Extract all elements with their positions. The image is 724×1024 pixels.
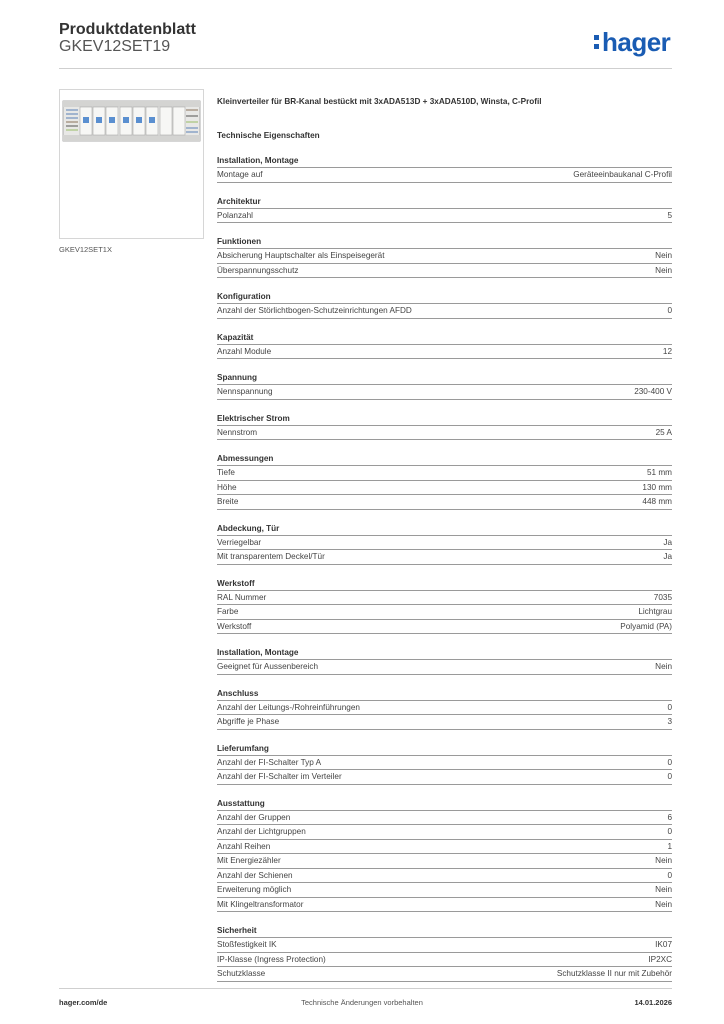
property-row [217,966,672,981]
property-row [217,344,672,359]
property-label: Werkstoff [217,621,252,631]
property-row [217,465,672,480]
group-title: Abmessungen [217,454,274,463]
property-row [217,604,672,619]
property-label: Geeignet für Aussenbereich [217,662,319,671]
logo-dots-icon [594,35,599,49]
property-group [217,196,672,224]
property-label: IP-Klasse (Ingress Protection) [217,954,326,964]
property-row [217,425,672,440]
image-caption: GKEV12SET1X [59,245,112,254]
product-code: GKEV12SET19 [59,38,171,55]
property-label: Nennspannung [217,387,273,396]
property-value: Ja [663,537,672,547]
section-title: Technische Eigenschaften [217,131,320,140]
property-value: Nein [655,885,672,894]
group-title: Abdeckung, Tür [217,523,280,533]
group-title: Sicherheit [217,926,257,935]
property-group [217,413,672,441]
property-value: 0 [667,827,672,836]
property-value: 0 [667,870,672,880]
property-row [217,755,672,770]
property-label: Farbe [217,607,239,616]
property-row [217,868,672,883]
logo-text: hager [602,27,671,57]
property-value: 12 [662,346,672,356]
property-label: Polanzahl [217,210,253,220]
property-label: Überspannungsschutz [217,265,299,275]
document-title: Produktdatenblatt [59,21,196,38]
property-label: Anzahl der Lichtgruppen [217,827,306,836]
property-label: Anzahl der FI-Schalter im Verteiler [217,772,342,781]
property-label: Montage auf [217,170,263,179]
property-table [217,303,672,319]
property-value: 0 [667,702,672,712]
property-table [217,384,672,400]
group-title: Anschluss [217,688,259,698]
property-row [217,882,672,897]
property-value: Geräteeinbaukanal C-Profil [573,170,672,179]
property-label: RAL Nummer [217,592,267,602]
property-label: Anzahl Reihen [217,841,271,851]
property-table [217,208,672,224]
property-row [217,769,672,784]
property-row [217,937,672,952]
property-label: Abgriffe je Phase [217,717,280,726]
group-title: Konfiguration [217,292,271,301]
property-label: Breite [217,497,239,506]
property-table [217,700,672,730]
distribution-board-illustration [60,90,203,238]
property-value: 448 mm [642,497,672,506]
property-value: 5 [667,210,672,220]
property-label: Anzahl Module [217,346,272,356]
property-row [217,824,672,839]
property-row [217,549,672,564]
property-value: Schutzklasse II nur mit Zubehör [556,969,672,978]
property-group [217,372,672,400]
product-description: Kleinverteiler für BR-Kanal bestückt mit 3xADA513D + 3xADA510D, Winsta, C-Profil [217,97,542,106]
property-value: Nein [655,899,672,909]
property-value: IP2XC [648,954,672,964]
property-row [217,303,672,318]
property-label: Schutzklasse [217,969,266,978]
group-title: Funktionen [217,237,262,246]
property-table [217,810,672,913]
property-value: 0 [667,306,672,315]
property-value: Lichtgrau [638,607,672,616]
property-table [217,248,672,278]
property-group [217,155,672,183]
property-row [217,853,672,868]
property-value: Nein [655,856,672,865]
property-group [217,291,672,319]
property-value: 3 [667,717,672,726]
property-row [217,590,672,605]
property-label: Anzahl der Störlichtbogen-Schutzeinrichtungen AFDD [217,306,412,315]
property-row [217,167,672,182]
footer-notice: Technische Änderungen vorbehalten [301,998,423,1007]
property-label: Anzahl der Schienen [217,870,293,880]
property-value: Nein [655,662,672,671]
property-group [217,925,672,982]
property-value: IK07 [655,940,672,949]
property-row [217,810,672,825]
property-table [217,425,672,441]
property-label: Nennstrom [217,427,258,437]
property-value: 25 A [655,427,672,437]
datasheet-content [217,96,672,982]
property-label: Höhe [217,482,237,492]
footer-website-link[interactable]: hager.com/de [59,998,108,1007]
group-title: Lieferumfang [217,743,269,753]
property-table [217,755,672,785]
property-row [217,263,672,278]
group-title: Kapazität [217,332,254,342]
property-value: Nein [655,265,672,275]
property-value: 1 [667,841,672,851]
property-label: Verriegelbar [217,537,262,547]
property-row [217,659,672,674]
group-title: Installation, Montage [217,648,299,657]
group-title: Spannung [217,373,258,382]
property-row [217,619,672,634]
property-table [217,167,672,183]
property-label: Anzahl der FI-Schalter Typ A [217,757,322,767]
property-row [217,714,672,729]
product-image [59,89,204,239]
property-value: 7035 [653,592,672,602]
property-value: 130 mm [642,482,672,492]
property-table [217,659,672,675]
property-group [217,743,672,785]
property-group [217,453,672,510]
property-row [217,494,672,509]
hager-logo[interactable] [594,26,670,58]
footer-date: 14.01.2026 [634,998,672,1007]
property-group [217,798,672,913]
property-row [217,384,672,399]
property-value: 6 [667,812,672,822]
footer-divider [59,988,672,989]
property-table [217,937,672,982]
property-group [217,578,672,635]
property-row [217,897,672,912]
property-row [217,248,672,263]
property-group [217,236,672,278]
group-title: Ausstattung [217,798,265,808]
property-value: 230-400 V [634,387,672,396]
property-row [217,952,672,967]
property-value: 0 [667,757,672,767]
group-title: Werkstoff [217,578,255,588]
property-value: 0 [667,772,672,781]
property-groups [217,155,672,982]
property-value: Ja [663,552,672,561]
property-table [217,465,672,510]
property-table [217,535,672,565]
property-label: Stoßfestigkeit IK [217,940,277,949]
group-title: Elektrischer Strom [217,413,290,423]
property-group [217,523,672,565]
property-row [217,480,672,495]
header-divider [59,68,672,69]
property-label: Erweiterung möglich [217,885,292,894]
property-table [217,344,672,360]
property-label: Mit Energiezähler [217,856,281,865]
property-value: Polyamid (PA) [620,621,672,631]
property-row [217,700,672,715]
property-label: Mit Klingeltransformator [217,899,304,909]
property-group [217,332,672,360]
group-title: Installation, Montage [217,156,299,165]
property-value: 51 mm [646,468,672,477]
group-title: Architektur [217,196,261,206]
property-group [217,688,672,730]
property-label: Anzahl der Gruppen [217,812,291,822]
property-label: Anzahl der Leitungs-/Rohreinführungen [217,702,360,712]
property-label: Tiefe [217,468,235,477]
property-group [217,647,672,675]
property-table [217,590,672,635]
property-label: Mit transparentem Deckel/Tür [217,552,325,561]
property-row [217,208,672,223]
property-row [217,839,672,854]
property-row [217,535,672,550]
property-label: Absicherung Hauptschalter als Einspeisegerät [217,251,385,260]
property-value: Nein [655,251,672,260]
